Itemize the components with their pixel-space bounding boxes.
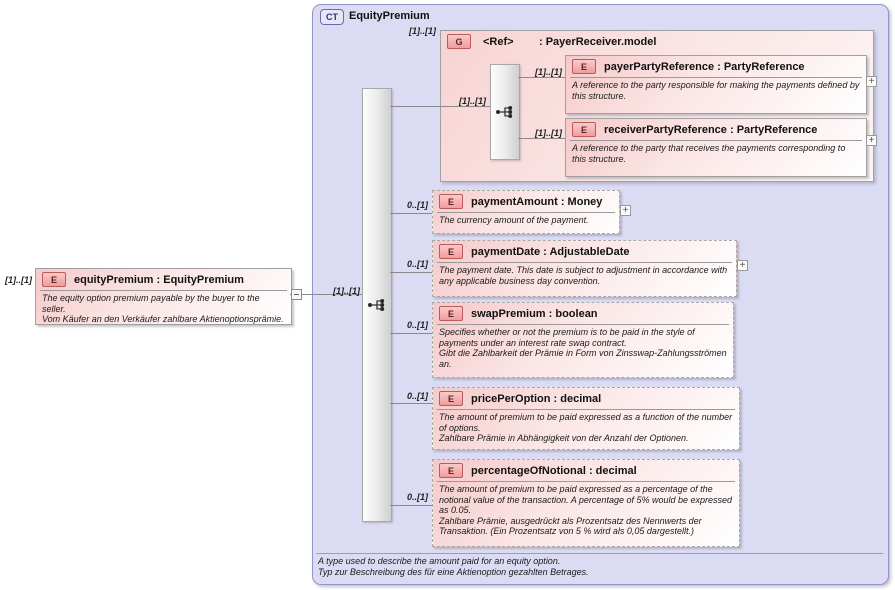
element-title: pricePerOption : decimal [471, 392, 602, 405]
complex-type-annotation-de: Typ zur Beschreibung des für eine Aktienoption gezahlten Betrages. [318, 567, 589, 577]
group-badge: G [447, 34, 471, 49]
group-type: : PayerReceiver.model [539, 35, 657, 48]
element-badge: E [439, 244, 463, 259]
root-element-cardinality: [1]..[1] [5, 275, 32, 285]
expand-icon[interactable]: + [866, 135, 877, 146]
connector-line-paymentAmount [390, 213, 432, 214]
annotation-en: A reference to the party responsible for making the payments defined by this structure. [572, 80, 860, 101]
element-title: swapPremium : boolean [471, 307, 598, 320]
group-sequence-cardinality: [1]..[1] [459, 96, 486, 106]
element-title: paymentAmount : Money [471, 195, 603, 208]
complex-type-annotation-en: A type used to describe the amount paid for an equity option. [318, 556, 561, 566]
element-badge: E [439, 194, 463, 209]
sequence-bar-outer [362, 88, 392, 522]
annotation-en: The currency amount of the payment. [439, 215, 589, 225]
element-box-payerPartyReference[interactable] [565, 55, 867, 114]
connector-line-paymentDate [390, 272, 432, 273]
element-box-paymentDate[interactable] [432, 240, 737, 297]
group-name: <Ref> [483, 35, 514, 48]
element-box-percentageOfNotional[interactable] [432, 459, 740, 547]
element-box-receiverPartyReference[interactable] [565, 118, 867, 177]
element-title-row [433, 388, 739, 409]
element-title-row [433, 191, 619, 212]
element-title-row [433, 460, 739, 481]
annotation-en: The equity option premium payable by the buyer to the seller. [42, 293, 260, 314]
annotation-de: Gibt die Zahlbarkeit der Prämie in Form von Zinsswap-Zahlungsströmen an. [439, 348, 727, 369]
element-box-paymentAmount[interactable] [432, 190, 620, 234]
collapse-handle-icon[interactable] [291, 289, 302, 300]
footer-divider [316, 553, 883, 554]
paymentAmount-cardinality: 0..[1] [406, 200, 428, 210]
expand-icon[interactable]: + [620, 205, 631, 216]
sequence-bar-group [490, 64, 520, 160]
element-annotation [570, 140, 862, 164]
group-title-row [441, 31, 873, 52]
percentageOfNotional-cardinality: 0..[1] [406, 492, 428, 502]
element-title-row [566, 119, 866, 140]
connector-line-swapPremium [390, 333, 432, 334]
element-title: receiverPartyReference : PartyReference [604, 123, 818, 136]
complex-type-badge: CT [320, 9, 344, 25]
receiverPartyReference-cardinality: [1]..[1] [535, 128, 562, 138]
annotation-en: A reference to the party that receives the payments corresponding to this structure. [572, 143, 846, 164]
element-badge: E [572, 59, 596, 74]
element-annotation [437, 262, 732, 286]
connector-line-pricePerOption [390, 403, 432, 404]
element-annotation [437, 324, 729, 369]
expand-icon[interactable]: + [737, 260, 748, 271]
element-title-row [433, 241, 736, 262]
group-cardinality: [1]..[1] [409, 26, 436, 36]
minus-icon [294, 294, 299, 295]
element-title: percentageOfNotional : decimal [471, 464, 637, 477]
connector-line-percentageOfNotional [390, 505, 432, 506]
element-badge: E [439, 306, 463, 321]
element-badge: E [42, 272, 66, 287]
element-title-row [36, 269, 291, 290]
element-title: payerPartyReference : PartyReference [604, 60, 805, 73]
connector-line-group [390, 106, 490, 107]
element-title-row [566, 56, 866, 77]
element-annotation [437, 409, 735, 444]
connector-line-payerPartyReference [518, 77, 565, 78]
complex-type-title: EquityPremium [349, 10, 430, 22]
element-badge: E [439, 463, 463, 478]
annotation-en: The amount of premium to be paid expressed as a percentage of the notional value of the transaction. A percentage of 5% would be expressed as 0.05. [439, 484, 733, 515]
annotation-en: The payment date. This date is subject to adjustment in accordance with any applicable business day convention. [439, 265, 728, 286]
element-badge: E [439, 391, 463, 406]
element-box-pricePerOption[interactable] [432, 387, 740, 450]
element-annotation [437, 212, 615, 226]
element-box-swapPremium[interactable] [432, 302, 734, 378]
sequence-cardinality: [1]..[1] [333, 286, 360, 296]
expand-icon[interactable]: + [866, 76, 877, 87]
swapPremium-cardinality: 0..[1] [406, 320, 428, 330]
sequence-icon [366, 297, 388, 313]
element-annotation [40, 290, 287, 325]
element-title: equityPremium : EquityPremium [74, 273, 244, 286]
annotation-de: Vom Käufer an den Verkäufer zahlbare Aktienoptionsprämie. [42, 314, 284, 324]
pricePerOption-cardinality: 0..[1] [406, 391, 428, 401]
element-annotation [437, 481, 735, 537]
annotation-de: Zahlbare Prämie in Abhängigkeit von der Anzahl der Optionen. [439, 433, 689, 443]
element-title: paymentDate : AdjustableDate [471, 245, 630, 258]
element-box-equityPremium[interactable] [35, 268, 292, 325]
annotation-en: Specifies whether or not the premium is to be paid in the style of payments under an interest rate swap contract. [439, 327, 695, 348]
annotation-de: Zahlbare Prämie, ausgedrückt als Prozentsatz des Nennwerts der Transaktion. (Ein Prozentsatz von 5 % wird als 0,05 dargestellt.) [439, 515, 702, 536]
annotation-en: The amount of premium to be paid expressed as a function of the number of options. [439, 412, 733, 433]
payerPartyReference-cardinality: [1]..[1] [535, 67, 562, 77]
element-title-row [433, 303, 733, 324]
element-annotation [570, 77, 862, 101]
sequence-icon [494, 104, 516, 120]
paymentDate-cardinality: 0..[1] [406, 259, 428, 269]
element-badge: E [572, 122, 596, 137]
connector-line-receiverPartyReference [518, 138, 565, 139]
